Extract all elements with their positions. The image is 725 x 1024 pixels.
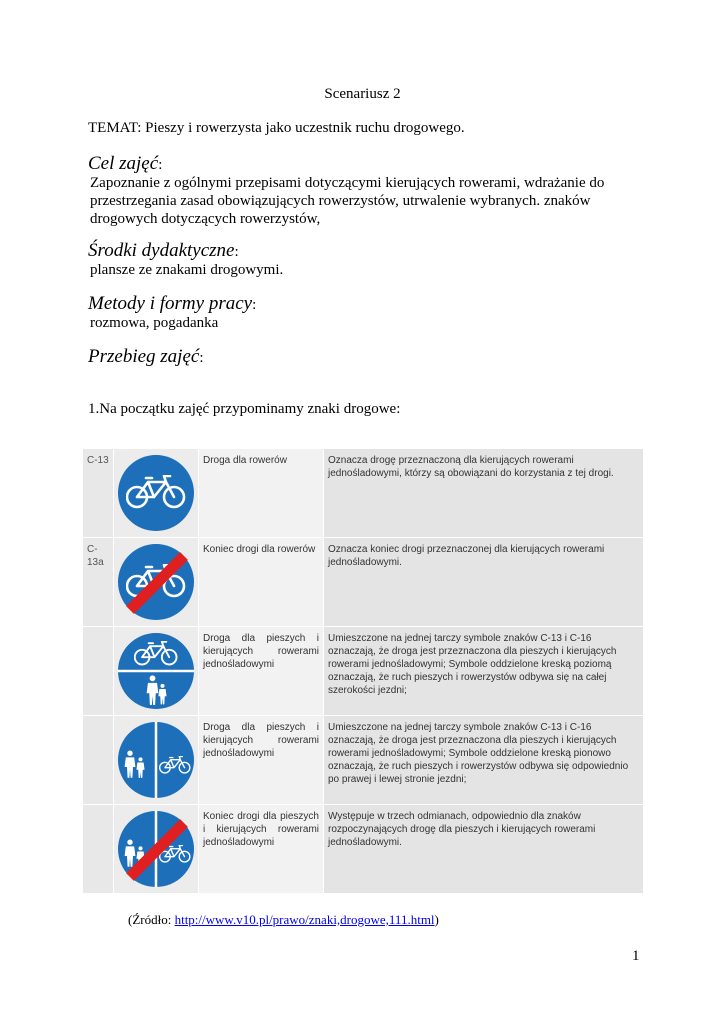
table-row <box>83 449 644 538</box>
heading-methods-text: Metody i formy pracy <box>88 293 253 314</box>
bicycle-path-sign-icon <box>116 453 196 533</box>
source-prefix: (Źródło: <box>128 912 175 927</box>
source-link[interactable]: http://www.v10.pl/prawo/znaki,drogowe,111.html <box>174 912 435 927</box>
heading-methods: Metody i formy pracy: <box>88 293 257 314</box>
page-number: 1 <box>632 948 640 964</box>
heading-teaching-aids: Środki dydaktyczne: <box>88 240 239 261</box>
signs-table <box>82 448 644 894</box>
sign-description: Oznacza koniec drogi przeznaczonej dla kierujących rowerami jednośladowymi. <box>324 538 644 627</box>
sign-name: Droga dla pieszych i kierujących rowerami jednośladowymi <box>199 627 324 716</box>
sign-description: Występuje w trzech odmianach, odpowiednio dla znaków rozpoczynających drogę dla pieszych i kierujących rowerami jednośladowymi. <box>324 805 644 894</box>
heading-goal-text: Cel zajęć <box>88 153 159 174</box>
goal-text: Zapoznanie z ogólnymi przepisami dotyczącymi kierujących rowerami, wdrażanie do przestrzegania zasad obowiązujących rowerzystów, utrwalenie wybranych. znaków drogowych dotyczących rowerzystów, <box>90 175 605 227</box>
methods-text: rozmowa, pogadanka <box>90 315 219 331</box>
source-note <box>128 912 439 928</box>
table-row <box>83 627 644 716</box>
sign-image-cell <box>114 627 199 716</box>
document-title: Scenariusz 2 <box>324 86 401 102</box>
sign-code <box>83 716 114 805</box>
heading-goal: Cel zajęć: <box>88 153 163 174</box>
sign-name: Koniec drogi dla pieszych i kierujących rowerami jednośladowymi <box>199 805 324 894</box>
table-row <box>83 716 644 805</box>
shared-path-horizontal-sign-icon <box>116 631 196 711</box>
sign-name: Droga dla pieszych i kierujących rowerami jednośladowymi <box>199 716 324 805</box>
sign-code: C-13a <box>83 538 114 627</box>
sign-name: Koniec drogi dla rowerów <box>199 538 324 627</box>
end-of-bicycle-path-sign-icon <box>116 542 196 622</box>
sign-image-cell <box>114 449 199 538</box>
intro-text: 1.Na początku zajęć przypominamy znaki drogowe: <box>88 401 401 417</box>
segregated-path-vertical-sign-icon <box>116 720 196 800</box>
sign-description: Umieszczone na jednej tarczy symbole znaków C-13 i C-16 oznaczają, że droga jest przeznaczona dla pieszych i kierujących rowerami jednośladowymi; Symbole oddzielone kreską poziomą oznaczają, że ruch pieszych i rowerzystów odbywa się na całej szerokości jezdni; <box>324 627 644 716</box>
teaching-aids-text: plansze ze znakami drogowymi. <box>90 262 284 278</box>
heading-teaching-aids-text: Środki dydaktyczne <box>88 240 235 261</box>
sign-image-cell <box>114 805 199 894</box>
end-of-shared-path-sign-icon <box>116 809 196 889</box>
sign-code <box>83 805 114 894</box>
sign-description: Umieszczone na jednej tarczy symbole znaków C-13 i C-16 oznaczają, że droga jest przeznaczona dla pieszych i kierujących rowerami jednośladowymi; Symbole oddzielone kreską pionowo oznaczają, że ruch pieszych i rowerzystów odbywa się odpowiednio po prawej i lewej stronie jezdni; <box>324 716 644 805</box>
topic-line: TEMAT: Pieszy i rowerzysta jako uczestnik ruchu drogowego. <box>88 120 465 136</box>
source-suffix: ) <box>434 912 439 927</box>
sign-name: Droga dla rowerów <box>199 449 324 538</box>
sign-description: Oznacza drogę przeznaczoną dla kierujących rowerami jednośladowymi, którzy są obowiązani do korzystania z tej drogi. <box>324 449 644 538</box>
sign-code: C-13 <box>83 449 114 538</box>
heading-lesson-flow: Przebieg zajęć: <box>88 346 204 367</box>
sign-image-cell <box>114 716 199 805</box>
sign-code <box>83 627 114 716</box>
table-row <box>83 805 644 894</box>
heading-lesson-flow-text: Przebieg zajęć <box>88 346 200 367</box>
sign-image-cell <box>114 538 199 627</box>
table-row <box>83 538 644 627</box>
